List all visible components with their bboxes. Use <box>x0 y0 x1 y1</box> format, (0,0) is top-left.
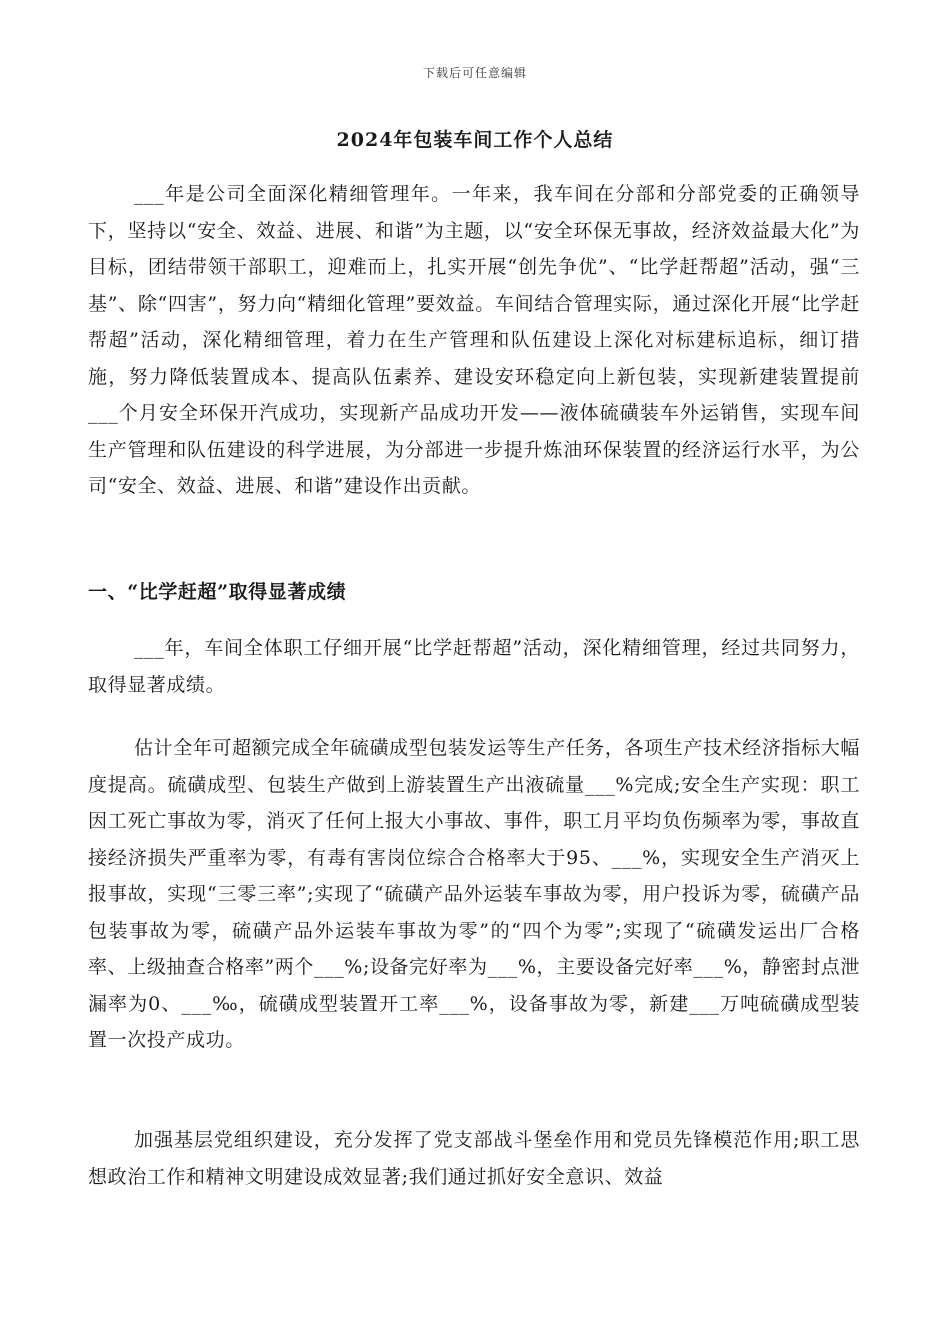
body-paragraph: 估计全年可超额完成全年硫磺成型包装发运等生产任务，各项生产技术经济指标大幅度提高。硫磺成型、包装生产做到上游装置生产出液硫量___%完成;安全生产实现：职工因工死亡事故为零，消灭了任何上报大小事故、事件，职工月平均负伤频率为零，事故直接经济损失严重率为零，有毒有害岗位综合合格率大于95、___%，实现安全生产消灭上报事故，实现“三零三率”;实现了“硫磺产品外运装车事故为零，用户投诉为零，硫磺产品包装事故为零，硫磺产品外运装车事故为零”的“四个为零”;实现了“硫磺发运出厂合格率、上级抽查合格率”两个___%;设备完好率为___%，主要设备完好率___%，静密封点泄漏率为0、___‰，硫磺成型装置开工率___%，设备事故为零，新建___万吨硫磺成型装置一次投产成功。 <box>88 737 860 1051</box>
body-paragraph: ___年，车间全体职工仔细开展“比学赶帮超”活动，深化精细管理，经过共同努力，取得显著成绩。 <box>88 637 860 696</box>
section-heading: 一、“比学赶超”取得显著成绩 <box>88 581 347 603</box>
body-paragraph: 加强基层党组织建设，充分发挥了党支部战斗堡垒作用和党员先锋模范作用;职工思想政治工作和精神文明建设成效显著;我们通过抓好安全意识、效益 <box>88 1129 860 1188</box>
document-title: 2024年包装车间工作个人总结 <box>336 129 614 151</box>
header-note: 下载后可任意编辑 <box>422 66 527 80</box>
intro-paragraph: ___年是公司全面深化精细管理年。一年来，我车间在分部和分部党委的正确领导下，坚持以“安全、效益、进展、和谐”为主题，以“安全环保无事故，经济效益最大化”为目标，团结带领干部职工，迎难而上，扎实开展“创先争优”、“比学赶帮超”活动，强“三基”、除“四害”，努力向“精细化管理”要效益。车间结合管理实际，通过深化开展“比学赶帮超”活动，深化精细管理，着力在生产管理和队伍建设上深化对标建标追标，细订措施，努力降低装置成本、提高队伍素养、建设安环稳定向上新包装，实现新建装置提前___个月安全环保开汽成功，实现新产品成功开发——液体硫磺装车外运销售，实现车间生产管理和队伍建设的科学进展，为分部进一步提升炼油环保装置的经济运行水平，为公司“安全、效益、进展、和谐”建设作出贡献。 <box>88 183 860 497</box>
